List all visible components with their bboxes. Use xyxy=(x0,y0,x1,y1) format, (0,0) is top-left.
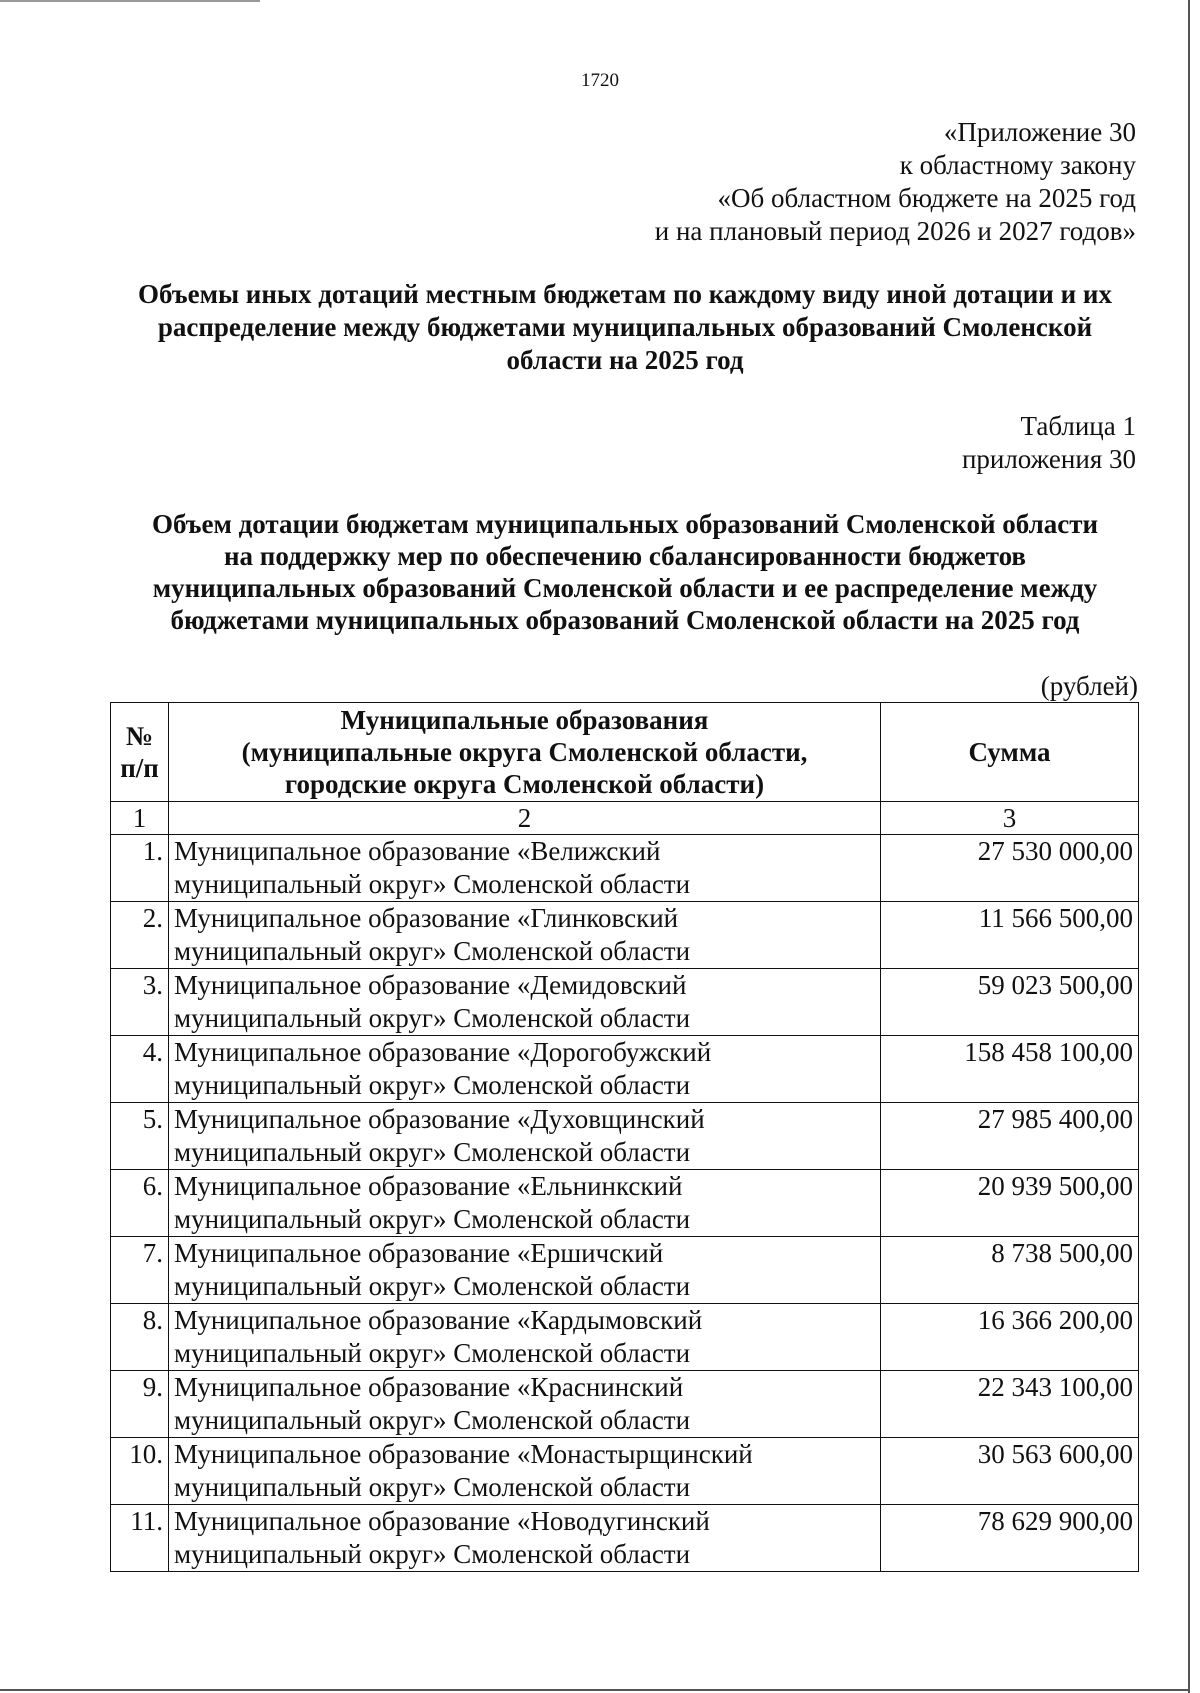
municipality-name-line: муниципальный округ» Смоленской области xyxy=(174,1204,691,1234)
header-sum: Сумма xyxy=(881,703,1139,802)
municipality-name-line: Муниципальное образование «Ельнинкский xyxy=(174,1171,683,1201)
amount-cell: 22 343 100,00 xyxy=(881,1371,1139,1438)
municipality-name-cell xyxy=(169,969,881,1036)
column-index-row xyxy=(111,802,1139,835)
table-row xyxy=(111,1170,1139,1237)
municipality-name-cell xyxy=(169,1103,881,1170)
header-name-line: (муниципальные округа Смоленской области, xyxy=(241,737,808,767)
table-row xyxy=(111,902,1139,969)
table-row xyxy=(111,1371,1139,1438)
scan-edge-right xyxy=(1188,0,1190,1693)
municipality-name-line: Муниципальное образование «Демидовский xyxy=(174,970,687,1000)
row-number-cell: 2. xyxy=(111,902,169,969)
scan-edge-bottom xyxy=(0,1689,1190,1691)
row-number-cell: 9. xyxy=(111,1371,169,1438)
row-number-cell: 5. xyxy=(111,1103,169,1170)
appendix-ref-line: «Об областном бюджете на 2025 год xyxy=(717,183,1136,213)
header-name xyxy=(169,703,881,802)
table-ref-line: Таблица 1 xyxy=(1020,411,1136,441)
budget-table xyxy=(110,702,1139,1572)
municipality-name-line: Муниципальное образование «Духовщинский xyxy=(174,1104,705,1134)
header-num-line: № xyxy=(125,721,154,751)
page-number: 1720 xyxy=(581,70,619,91)
municipality-name-line: Муниципальное образование «Дорогобужский xyxy=(174,1037,712,1067)
municipality-name-line: Муниципальное образование «Краснинский xyxy=(174,1372,684,1402)
table-ref-line: приложения 30 xyxy=(961,444,1136,474)
municipality-name-line: муниципальный округ» Смоленской области xyxy=(174,1472,691,1502)
row-number-cell: 7. xyxy=(111,1237,169,1304)
column-index-cell: 2 xyxy=(169,802,881,835)
municipality-name-line: муниципальный округ» Смоленской области xyxy=(174,1338,691,1368)
appendix-ref-line: к областному закону xyxy=(899,150,1136,180)
municipality-name-line: муниципальный округ» Смоленской области xyxy=(174,1003,691,1033)
appendix-ref-line: и на плановый период 2026 и 2027 годов» xyxy=(654,216,1136,246)
municipality-name-cell xyxy=(169,1438,881,1505)
table-title xyxy=(110,508,1140,636)
amount-cell: 8 738 500,00 xyxy=(881,1237,1139,1304)
table-row xyxy=(111,1438,1139,1505)
column-index-cell: 3 xyxy=(881,802,1139,835)
table-row xyxy=(111,835,1139,902)
amount-cell: 20 939 500,00 xyxy=(881,1170,1139,1237)
amount-cell: 158 458 100,00 xyxy=(881,1036,1139,1103)
table-title-line: муниципальных образований Смоленской области и ее распределение между xyxy=(152,573,1098,603)
table-row xyxy=(111,1304,1139,1371)
table-header-row xyxy=(111,703,1139,802)
header-name-line: Муниципальные образования xyxy=(340,705,709,735)
municipality-name-line: муниципальный округ» Смоленской области xyxy=(174,869,691,899)
municipality-name-cell xyxy=(169,1170,881,1237)
amount-cell: 11 566 500,00 xyxy=(881,902,1139,969)
municipality-name-line: Муниципальное образование «Новодугинский xyxy=(174,1506,710,1536)
municipality-name-line: муниципальный округ» Смоленской области xyxy=(174,1137,691,1167)
table-row xyxy=(111,1103,1139,1170)
municipality-name-line: муниципальный округ» Смоленской области xyxy=(174,1405,691,1435)
table-title-line: на поддержку мер по обеспечению сбалансированности бюджетов xyxy=(223,541,1027,571)
row-number-cell: 3. xyxy=(111,969,169,1036)
municipality-name-line: муниципальный округ» Смоленской области xyxy=(174,1070,691,1100)
appendix-ref-line: «Приложение 30 xyxy=(943,117,1136,147)
main-title-line: распределение между бюджетами муниципальных образований Смоленской xyxy=(157,312,1093,342)
municipality-name-cell xyxy=(169,1036,881,1103)
row-number-cell: 6. xyxy=(111,1170,169,1237)
amount-cell: 59 023 500,00 xyxy=(881,969,1139,1036)
table-title-line: Объем дотации бюджетам муниципальных образований Смоленской области xyxy=(151,509,1099,539)
row-number-cell: 8. xyxy=(111,1304,169,1371)
municipality-name-line: Муниципальное образование «Ершичский xyxy=(174,1238,664,1268)
table-row xyxy=(111,1237,1139,1304)
main-title-line: области на 2025 год xyxy=(506,345,744,375)
table-title-line: бюджетами муниципальных образований Смоленской области на 2025 год xyxy=(170,605,1080,635)
header-num-line: п/п xyxy=(120,753,159,783)
municipality-name-line: муниципальный округ» Смоленской области xyxy=(174,936,691,966)
amount-cell: 27 530 000,00 xyxy=(881,835,1139,902)
municipality-name-line: муниципальный округ» Смоленской области xyxy=(174,1271,691,1301)
amount-cell: 27 985 400,00 xyxy=(881,1103,1139,1170)
row-number-cell: 10. xyxy=(111,1438,169,1505)
table-row xyxy=(111,1505,1139,1572)
municipality-name-cell xyxy=(169,1505,881,1572)
amount-cell: 30 563 600,00 xyxy=(881,1438,1139,1505)
header-name-line: городские округа Смоленской области) xyxy=(284,769,765,799)
municipality-name-line: Муниципальное образование «Кардымовский xyxy=(174,1305,703,1335)
units-label: (рублей) xyxy=(1040,671,1138,701)
municipality-name-line: Муниципальное образование «Велижский xyxy=(174,836,661,866)
row-number-cell: 1. xyxy=(111,835,169,902)
amount-cell: 78 629 900,00 xyxy=(881,1505,1139,1572)
main-title xyxy=(110,278,1140,377)
municipality-name-cell xyxy=(169,835,881,902)
municipality-name-cell xyxy=(169,1237,881,1304)
row-number-cell: 11. xyxy=(111,1505,169,1572)
municipality-name-line: муниципальный округ» Смоленской области xyxy=(174,1539,691,1569)
table-reference xyxy=(962,410,1136,476)
municipality-name-line: Муниципальное образование «Глинковский xyxy=(174,903,679,933)
municipality-name-line: Муниципальное образование «Монастырщинский xyxy=(174,1439,753,1469)
main-title-line: Объемы иных дотаций местным бюджетам по каждому виду иной дотации и их xyxy=(138,279,1112,309)
scan-edge-top xyxy=(0,0,260,2)
table-row xyxy=(111,1036,1139,1103)
municipality-name-cell xyxy=(169,1371,881,1438)
amount-cell: 16 366 200,00 xyxy=(881,1304,1139,1371)
column-index-cell: 1 xyxy=(111,802,169,835)
table-row xyxy=(111,969,1139,1036)
appendix-reference xyxy=(655,116,1136,248)
row-number-cell: 4. xyxy=(111,1036,169,1103)
municipality-name-cell xyxy=(169,1304,881,1371)
municipality-name-cell xyxy=(169,902,881,969)
header-num xyxy=(111,703,169,802)
